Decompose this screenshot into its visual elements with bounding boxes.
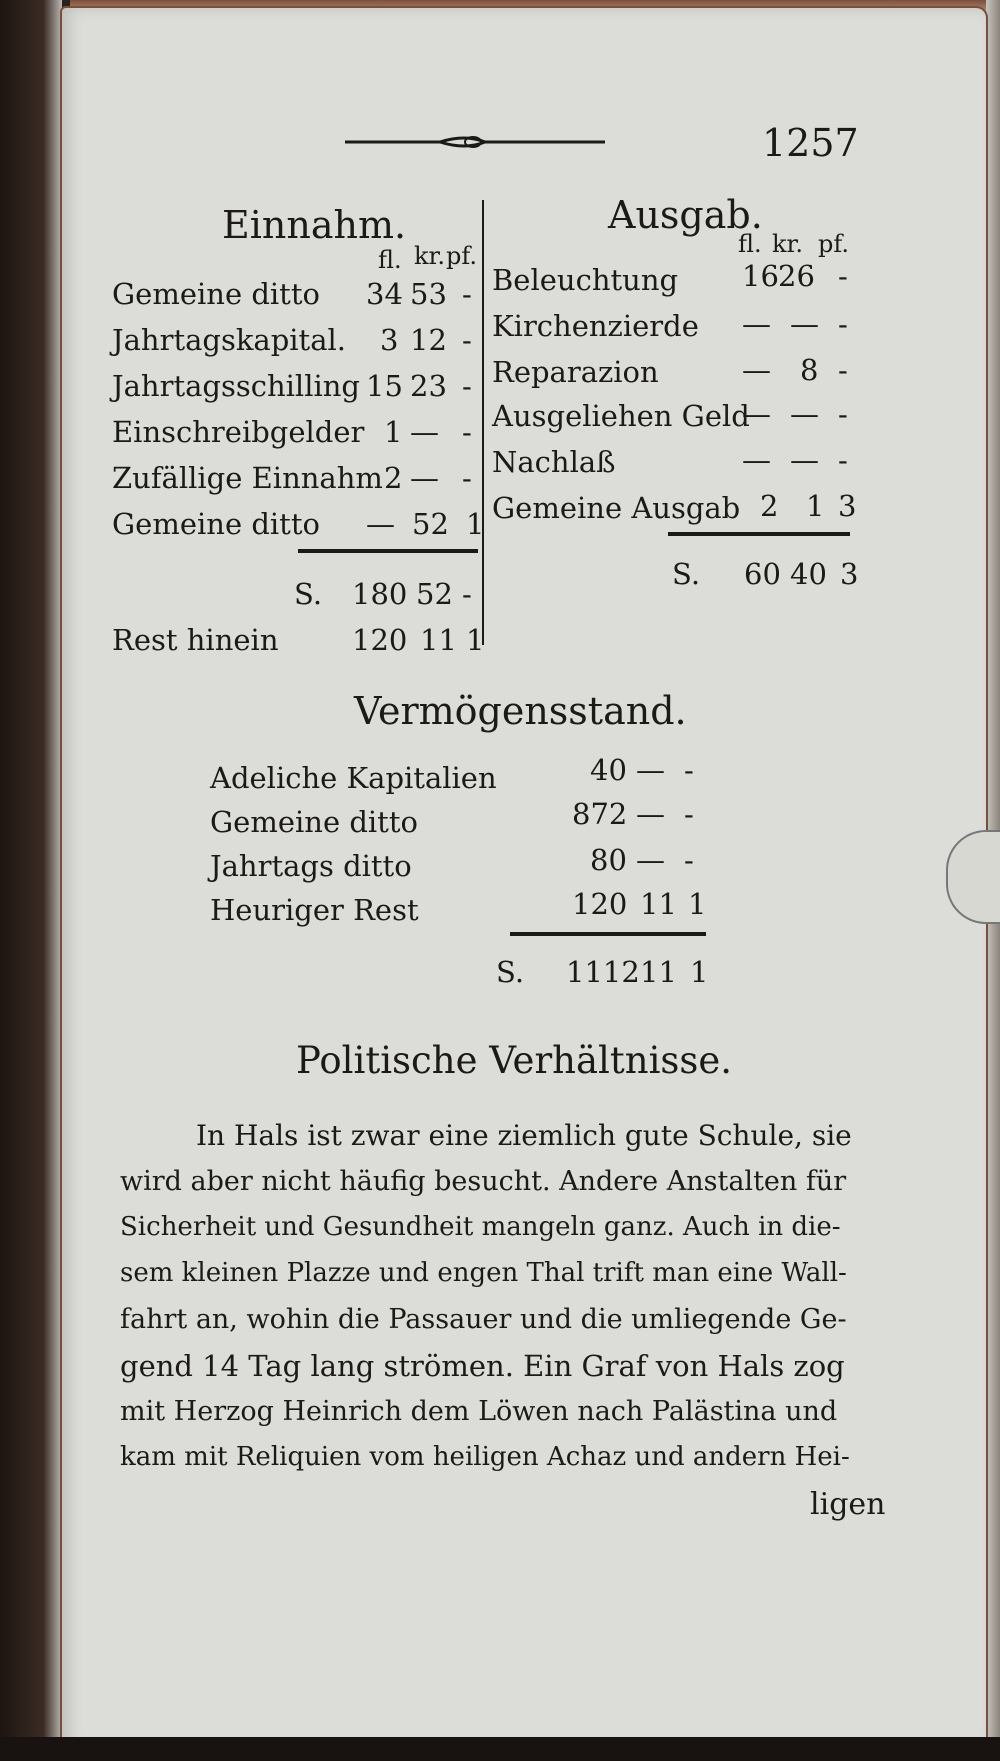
income-row-label: Einschreibgelder — [112, 415, 365, 449]
income-unit-pf: pf. — [446, 242, 478, 270]
expense-unit-fl: fl. — [738, 230, 762, 258]
expense-row-kr: 1 — [806, 489, 825, 523]
asset-row-kr: 11 — [640, 887, 677, 921]
rest-label: Rest hinein — [112, 623, 279, 657]
income-row-kr: — — [410, 461, 439, 495]
income-sum-kr: 52 — [416, 577, 453, 611]
rest-pf: 1 — [466, 623, 485, 657]
asset-row-pf: - — [684, 753, 694, 787]
assets-sum-fl: 1112 — [566, 955, 640, 989]
income-sum-label: S. — [294, 577, 323, 611]
income-row-label: Jahrtagskapital. — [112, 323, 346, 357]
assets-sum-rule — [510, 932, 706, 936]
expense-row-kr: — — [790, 443, 819, 477]
paragraph-line: sem kleinen Plazze und engen Thal trift man eine Wall- — [120, 1258, 847, 1288]
expense-row-pf: - — [838, 443, 848, 477]
asset-row-fl: 872 — [572, 797, 628, 831]
catchword: ligen — [810, 1487, 886, 1522]
book-gutter — [0, 0, 62, 1761]
asset-row-kr: — — [636, 797, 665, 831]
rest-kr: 11 — [420, 623, 457, 657]
expense-row-kr: 8 — [800, 353, 819, 387]
income-unit-fl: fl. — [378, 246, 402, 274]
assets-sum-label: S. — [496, 955, 525, 989]
expense-row-fl: 2 — [760, 489, 779, 523]
asset-row-kr: — — [636, 843, 665, 877]
asset-row-fl: 120 — [572, 887, 628, 921]
asset-row-label: Heuriger Rest — [210, 893, 419, 927]
income-unit-kr: kr. — [414, 242, 446, 270]
asset-row-label: Gemeine ditto — [210, 805, 418, 839]
income-row-pf: - — [462, 369, 472, 403]
paragraph-line: Sicherheit und Gesundheit mangeln ganz. Auch in die- — [120, 1212, 841, 1242]
expense-row-fl: — — [742, 397, 771, 431]
expense-unit-pf: pf. — [818, 230, 850, 258]
expense-row-pf: - — [838, 353, 848, 387]
expense-heading: Ausgab. — [608, 193, 763, 237]
expense-row-kr: — — [790, 307, 819, 341]
paragraph-line: fahrt an, wohin die Passauer und die umliegende Ge- — [120, 1304, 847, 1335]
income-row-pf: - — [462, 277, 472, 311]
expense-row-kr: — — [790, 397, 819, 431]
expense-row-fl: 16 — [742, 259, 779, 293]
asset-row-fl: 80 — [590, 843, 627, 877]
expense-unit-kr: kr. — [772, 230, 804, 258]
expense-row-label: Gemeine Ausgab — [492, 491, 741, 525]
income-row-pf: - — [462, 323, 472, 357]
income-row-kr: 12 — [410, 323, 447, 357]
expense-row-pf: 3 — [838, 489, 857, 523]
expense-row-fl: — — [742, 353, 771, 387]
income-row-fl: — — [366, 507, 395, 541]
paragraph-line: kam mit Reliquien vom heiligen Achaz und andern Hei- — [120, 1442, 850, 1472]
expense-sum-label: S. — [672, 557, 701, 591]
expense-sum-rule — [668, 532, 850, 536]
paragraph-line: In Hals ist zwar eine ziemlich gute Schule, sie — [196, 1119, 852, 1152]
page-number: 1257 — [762, 121, 859, 165]
income-row-fl: 15 — [366, 369, 403, 403]
asset-row-pf: - — [684, 843, 694, 877]
income-sum-rule — [298, 549, 478, 553]
income-sum-pf: - — [462, 577, 472, 611]
income-row-kr: 23 — [410, 369, 447, 403]
income-row-kr: — — [410, 415, 439, 449]
politics-heading: Politische Verhältnisse. — [296, 1039, 733, 1082]
income-row-label: Gemeine ditto — [112, 507, 320, 541]
income-row-fl: 34 — [366, 277, 403, 311]
income-row-label: Zufällige Einnahm — [112, 461, 383, 495]
income-row-label: Jahrtagsschilling — [112, 369, 360, 403]
income-row-pf: - — [462, 461, 472, 495]
income-sum-fl: 180 — [352, 577, 408, 611]
asset-row-label: Adeliche Kapitalien — [210, 761, 497, 795]
expense-row-label: Ausgeliehen Geld — [492, 399, 750, 433]
rest-fl: 120 — [352, 623, 408, 657]
paragraph-line: mit Herzog Heinrich dem Löwen nach Palästina und — [120, 1396, 838, 1427]
income-row-pf: - — [462, 415, 472, 449]
expense-row-fl: — — [742, 443, 771, 477]
income-row-kr: 53 — [410, 277, 447, 311]
expense-row-label: Kirchenzierde — [492, 309, 699, 343]
income-row-fl: 1 — [384, 415, 403, 449]
asset-row-pf: - — [684, 797, 694, 831]
expense-row-label: Reparazion — [492, 355, 659, 389]
income-row-label: Gemeine ditto — [112, 277, 320, 311]
asset-row-label: Jahrtags ditto — [210, 849, 412, 883]
income-heading: Einnahm. — [222, 203, 407, 247]
asset-row-fl: 40 — [590, 753, 627, 787]
expense-sum-pf: 3 — [840, 557, 859, 591]
expense-sum-kr: 40 — [790, 557, 827, 591]
expense-row-pf: - — [838, 259, 848, 293]
expense-row-fl: — — [742, 307, 771, 341]
paragraph-line: gend 14 Tag lang strömen. Ein Graf von Hals zog — [120, 1349, 845, 1383]
income-row-pf: 1 — [466, 507, 485, 541]
paragraph-line: wird aber nicht häufig besucht. Andere Anstalten für — [120, 1166, 847, 1197]
assets-sum-kr: 11 — [640, 955, 677, 989]
expense-row-kr: 26 — [778, 259, 815, 293]
column-divider — [482, 200, 484, 645]
assets-sum-pf: 1 — [690, 955, 709, 989]
header-ornament — [345, 132, 605, 152]
expense-row-pf: - — [838, 397, 848, 431]
asset-row-pf: 1 — [688, 887, 707, 921]
income-row-fl: 3 — [380, 323, 399, 357]
expense-row-pf: - — [838, 307, 848, 341]
asset-row-kr: — — [636, 753, 665, 787]
expense-row-label: Nachlaß — [492, 445, 616, 479]
expense-row-label: Beleuchtung — [492, 263, 679, 297]
income-row-fl: 2 — [384, 461, 403, 495]
assets-heading: Vermögensstand. — [354, 689, 687, 733]
scan-bottom-edge — [0, 1737, 1000, 1761]
expense-sum-fl: 60 — [744, 557, 781, 591]
income-row-kr: 52 — [412, 507, 449, 541]
